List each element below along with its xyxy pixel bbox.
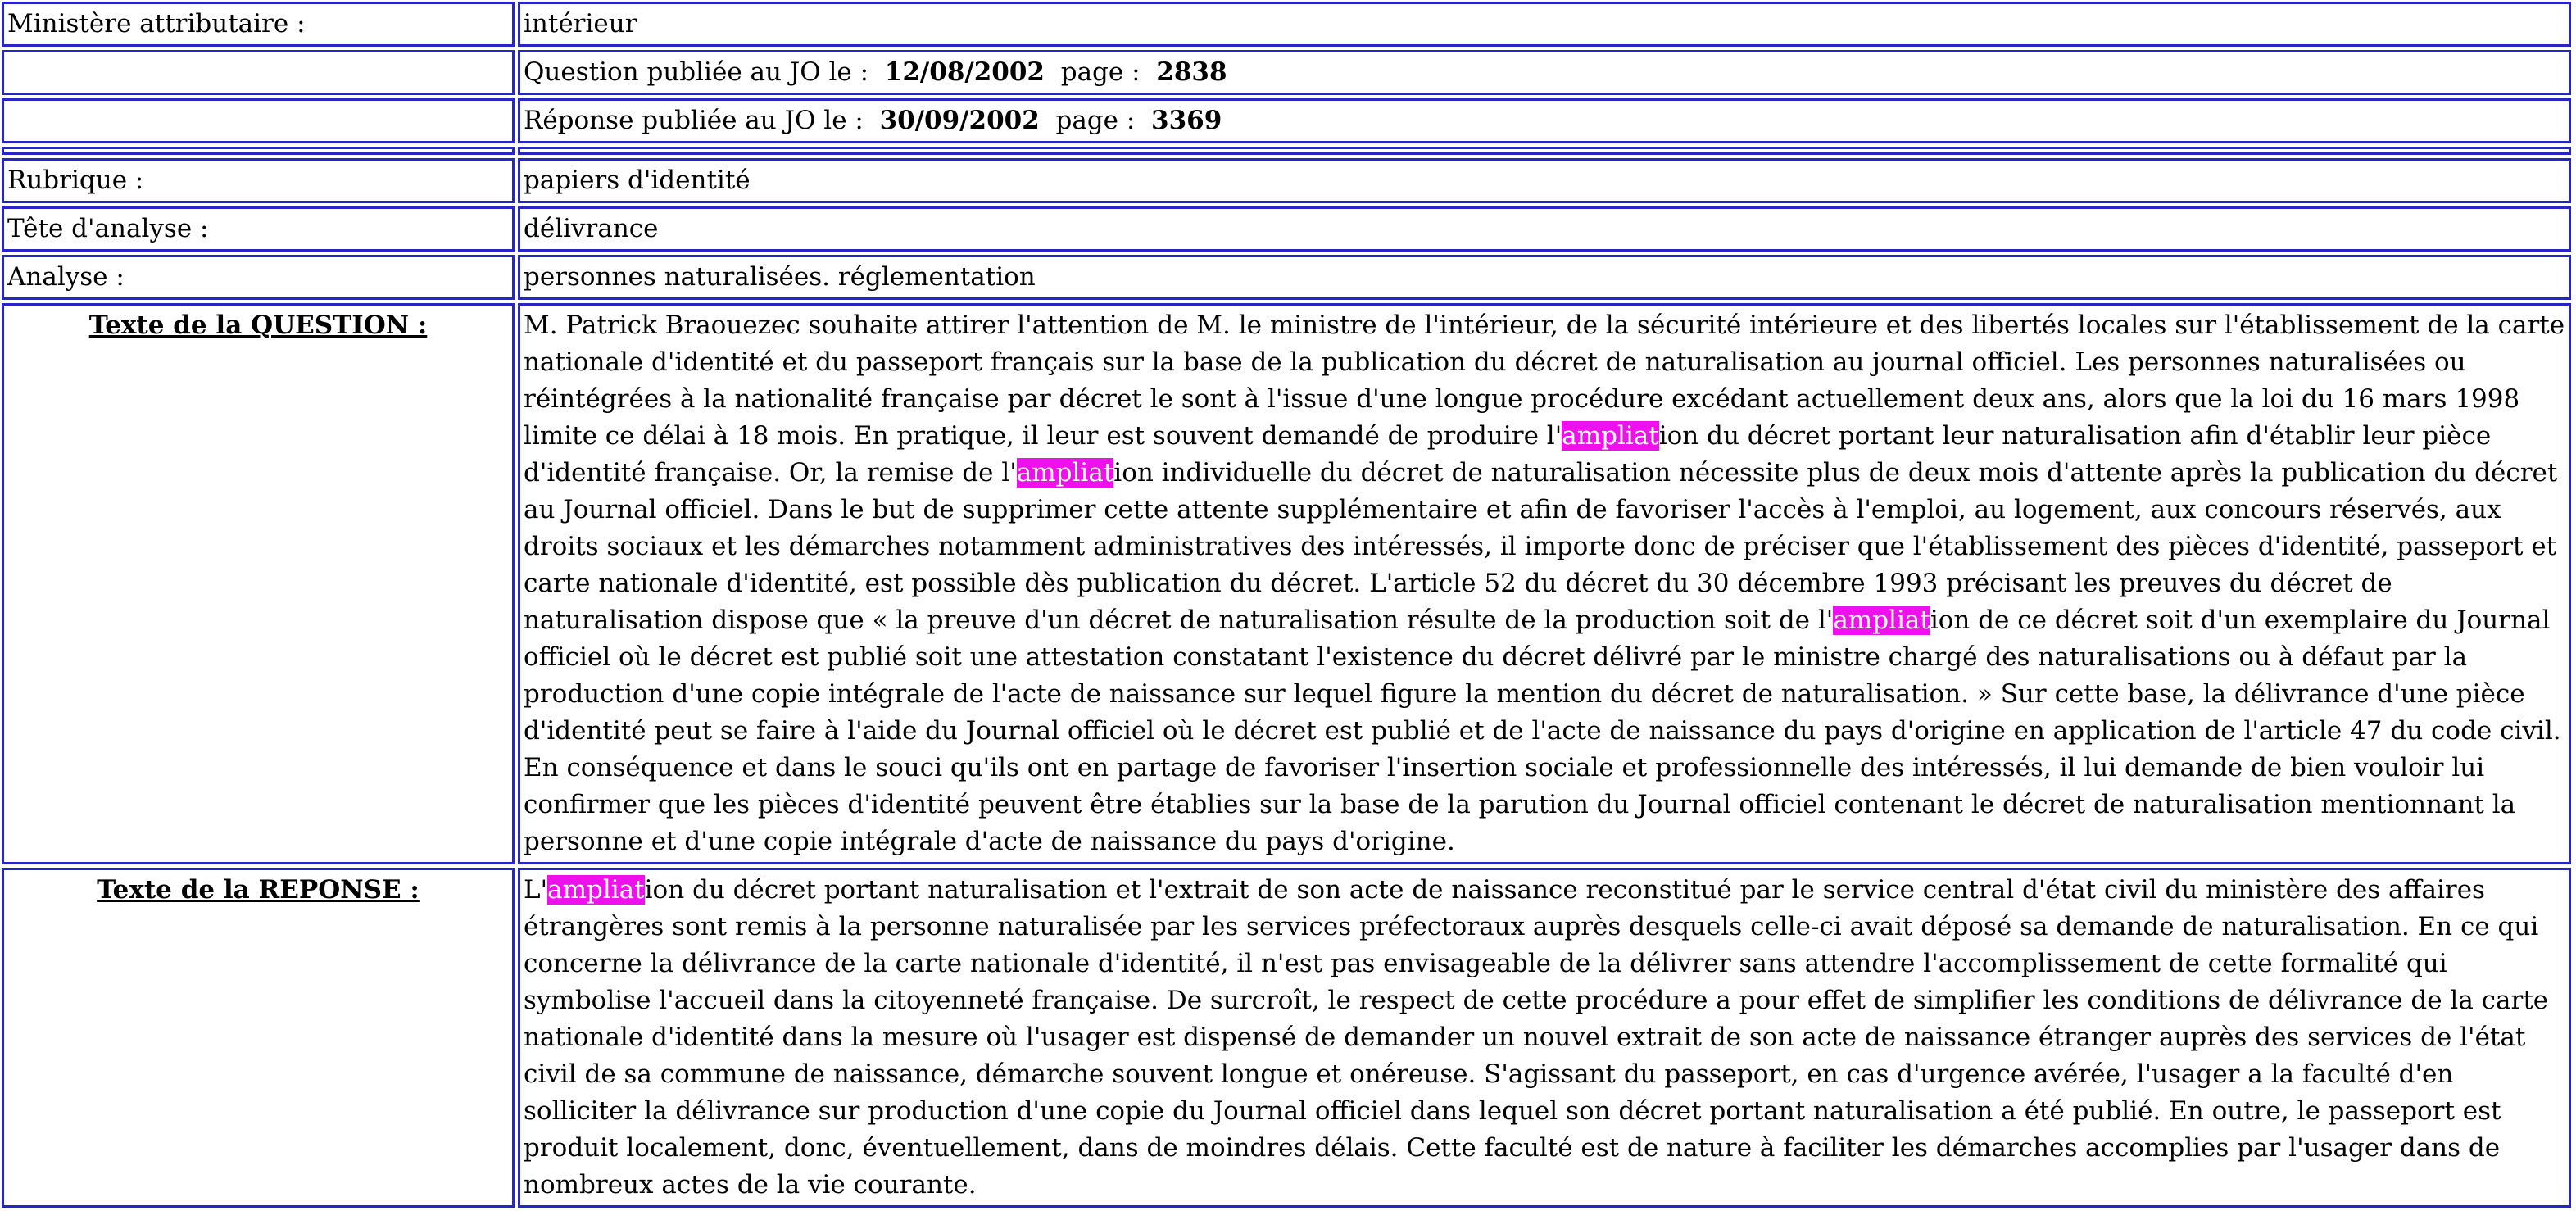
question-publication-cell	[518, 50, 2571, 95]
question-text-part-4: ion de ce décret soit d'un exemplaire du Journal officiel où le décret est publié soit une attestation constatant l'existence du décret délivré par le ministre chargé des naturalisations ou à défaut par la production d'une copie intégrale de l'acte de naissance sur lequel figure la mention du décret de naturalisation. » Sur cette base, la délivrance d'une pièce d'identité peut se faire à l'aide du Journal officiel où le décret est publié et de l'acte de naissance du pays d'origine en application de l'article 47 du code civil. En conséquence et dans le souci qu'ils ont en partage de favoriser l'insertion sociale et professionnelle des intéressés, il lui demande de bien vouloir lui confirmer que les pièces d'identité peuvent être établies sur la base de la parution du Journal officiel contenant le décret de naturalisation mentionnant la personne et d'une copie intégrale d'acte de naissance du pays d'origine.	[524, 606, 2561, 856]
question-pub-prefix: Question publiée au JO le :	[524, 57, 869, 87]
reponse-label: Texte de la REPONSE :	[97, 875, 420, 905]
analyse-label: Analyse :	[2, 255, 515, 300]
question-text-row	[2, 303, 2571, 864]
reponse-pub-prefix: Réponse publiée au JO le :	[524, 106, 864, 135]
ministere-value: intérieur	[518, 2, 2571, 47]
reponse-pub-page-label: page :	[1055, 106, 1136, 135]
question-publication-label-cell	[2, 50, 515, 95]
separator-cell-left	[2, 147, 515, 155]
reponse-publication-label-cell	[2, 98, 515, 143]
question-text	[518, 303, 2571, 864]
search-highlight: ampliat	[1016, 458, 1114, 488]
question-text-part-2: ion du décret portant leur naturalisation afin d'établir leur pièce d'identité française. Or, la remise de l'	[524, 421, 2492, 488]
rubrique-label: Rubrique :	[2, 158, 515, 203]
tete-analyse-value: délivrance	[518, 206, 2571, 252]
reponse-text-part-2: ion du décret portant naturalisation et l'extrait de son acte de naissance reconstitué par le service central d'état civil du ministère des affaires étrangères sont remis à la personne naturalisée par les services préfectoraux auprès desquels celle-ci avait déposé sa demande de naturalisation. En ce qui concerne la délivrance de la carte nationale d'identité, il n'est pas envisageable de la délivrer sans attendre l'accomplissement de cette formalité qui symbolise l'accueil dans la citoyenneté française. De surcroît, le respect de cette procédure a pour effet de simplifier les conditions de délivrance de la carte nationale d'identité dans la mesure où l'usager est dispensé de demander un nouvel extrait de son acte de naissance étranger auprès des services de l'état civil de sa commune de naissance, démarche souvent longue et onéreuse. S'agissant du passeport, en cas d'urgence avérée, l'usager a la faculté d'en solliciter la délivrance sur production d'une copie du Journal officiel dans lequel son décret portant naturalisation a été publié. En outre, le passeport est produit localement, donc, éventuellement, dans de moindres délais. Cette faculté est de nature à faciliter les démarches accomplies par l'usager dans de nombreux actes de la vie courante.	[524, 875, 2549, 1200]
ministere-label: Ministère attributaire :	[2, 2, 515, 47]
reponse-label-cell	[2, 868, 515, 1208]
reponse-text-row	[2, 868, 2571, 1208]
question-pub-page-label: page :	[1060, 57, 1141, 87]
reponse-text-part-1: L'	[524, 875, 548, 905]
question-publication-row	[2, 50, 2571, 95]
rubrique-value: papiers d'identité	[518, 158, 2571, 203]
search-highlight: ampliat	[547, 875, 645, 905]
reponse-publication-row	[2, 98, 2571, 143]
question-pub-page: 2838	[1156, 57, 1227, 87]
question-text-part-1: M. Patrick Braouezec souhaite attirer l'attention de M. le ministre de l'intérieur, de la sécurité intérieure et des libertés locales sur l'établissement de la carte nationale d'identité et du passeport français sur la base de la publication du décret de naturalisation au journal officiel. Les personnes naturalisées ou réintégrées à la nationalité française par décret le sont à l'issue d'une longue procédure excédant actuellement deux ans, alors que la loi du 16 mars 1998 limite ce délai à 18 mois. En pratique, il leur est souvent demandé de produire l'	[524, 311, 2565, 451]
tete-analyse-row	[2, 206, 2571, 252]
analyse-row	[2, 255, 2571, 300]
question-label-cell	[2, 303, 515, 864]
question-label: Texte de la QUESTION :	[88, 311, 428, 340]
reponse-publication-cell	[518, 98, 2571, 143]
ministere-row	[2, 2, 2571, 47]
separator-row	[2, 147, 2571, 155]
reponse-pub-page: 3369	[1151, 106, 1222, 135]
reponse-pub-date: 30/09/2002	[879, 106, 1040, 135]
question-text-part-3: ion individuelle du décret de naturalisation nécessite plus de deux mois d'attente après la publication du décret au Journal officiel. Dans le but de supprimer cette attente supplémentaire et afin de favoriser l'accès à l'emploi, au logement, aux concours réservés, aux droits sociaux et les démarches notamment administratives des intéressés, il importe donc de préciser que l'établissement des pièces d'identité, passeport et carte nationale d'identité, est possible dès publication du décret. L'article 52 du décret du 30 décembre 1993 précisant les preuves du décret de naturalisation dispose que « la preuve d'un décret de naturalisation résulte de la production soit de l'	[524, 458, 2558, 635]
search-highlight: ampliat	[1833, 606, 1930, 635]
separator-cell-right	[518, 147, 2571, 155]
search-highlight: ampliat	[1562, 421, 1659, 451]
rubrique-row	[2, 158, 2571, 203]
analyse-value: personnes naturalisées. réglementation	[518, 255, 2571, 300]
reponse-text	[518, 868, 2571, 1208]
tete-analyse-label: Tête d'analyse :	[2, 206, 515, 252]
question-pub-date: 12/08/2002	[884, 57, 1045, 87]
